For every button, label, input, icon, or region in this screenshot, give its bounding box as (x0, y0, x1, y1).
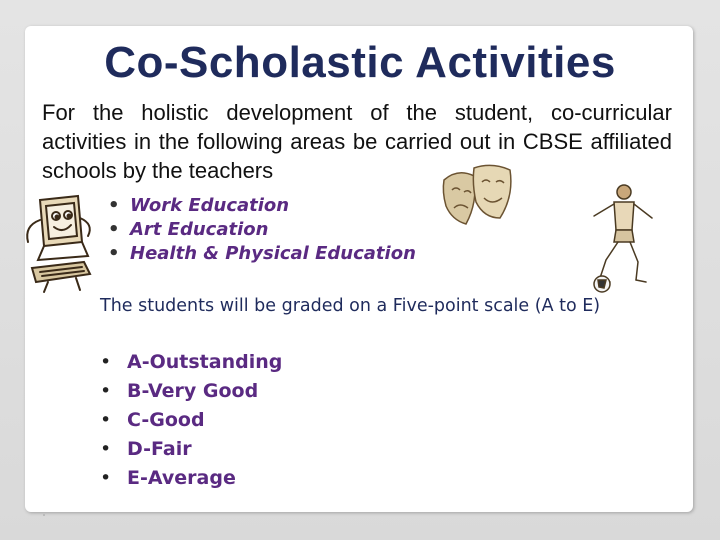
decorative-dot (43, 514, 45, 516)
cartoon-computer-icon (18, 190, 98, 300)
grade-item: • C-Good (100, 406, 282, 435)
football-player-icon (580, 180, 660, 300)
activity-areas-list (108, 194, 416, 266)
grade-list (100, 348, 282, 493)
activity-area-item: • Health & Physical Education (108, 242, 416, 266)
activity-area-item: • Art Education (108, 218, 416, 242)
intro-paragraph: For the holistic development of the student, co-curricular activities in the following areas be carried out in CBSE affiliated schools by the teachers (42, 100, 672, 183)
grading-scale-text: The students will be graded on a Five-point scale (A to E) (100, 296, 601, 316)
grade-item: • B-Very Good (100, 377, 282, 406)
slide-title: Co-Scholastic Activities (104, 38, 616, 87)
grade-item: • A-Outstanding (100, 348, 282, 377)
grade-item: • D-Fair (100, 435, 282, 464)
theatre-masks-icon (440, 162, 520, 247)
activity-area-item: • Work Education (108, 194, 416, 218)
grade-item: • E-Average (100, 464, 282, 493)
